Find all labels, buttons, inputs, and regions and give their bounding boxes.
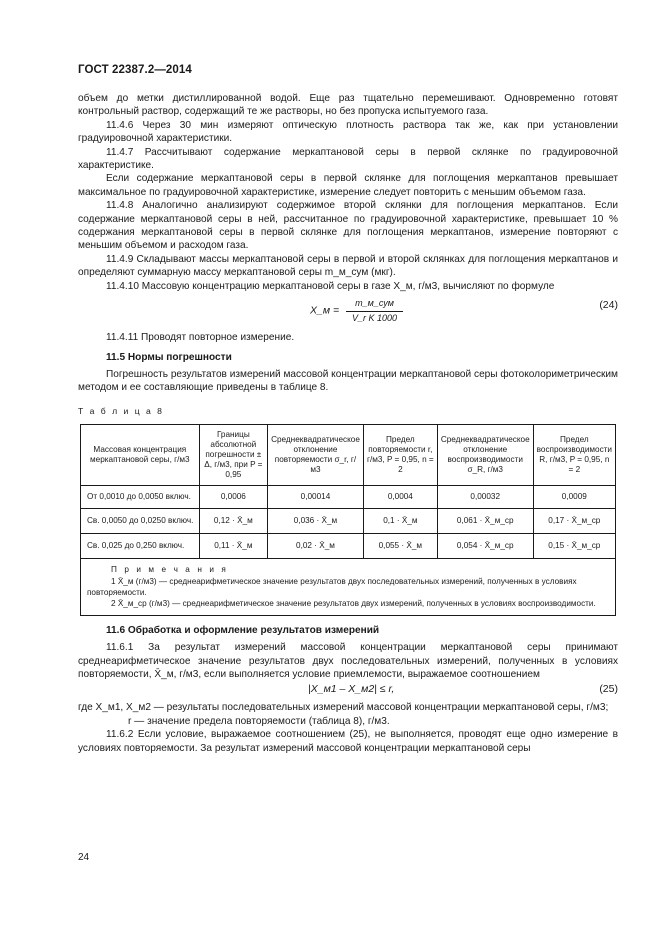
formula-expression: [310, 297, 403, 325]
table-header-cell: Границы абсолютной погрешности ± Δ, г/м3, при P = 0,95: [199, 425, 267, 486]
table-row: [81, 534, 616, 559]
paragraph: 11.4.7 Рассчитывают содержание меркаптановой серы в первой склянке по градуировочной характеристике.: [78, 146, 618, 172]
document-body: [78, 92, 618, 755]
table-notes: [81, 559, 616, 616]
table-cell: От 0,0010 до 0,0050 включ.: [81, 486, 200, 509]
table-header-cell: Предел повторяемости r, г/м3, P = 0,95, n = 2: [363, 425, 437, 486]
table-row: [81, 509, 616, 534]
paragraph: 11.4.6 Через 30 мин измеряют оптическую плотность раствора так же, как при установлении градуировочной характеристики.: [78, 119, 618, 145]
table-cell: 0,00032: [437, 486, 533, 509]
section-heading: 11.5 Нормы погрешности: [106, 351, 232, 363]
paragraph: объем до метки дистиллированной водой. Еще раз тщательно перемешивают. Одновременно готовят контрольный раствор, содержащий те же растворы, но без пропуска испытуемого газа.: [78, 93, 618, 118]
where-clause: r — значение предела повторяемости (таблица 8), г/м3.: [128, 715, 390, 727]
table-cell: 0,15 · X̄_м_ср: [533, 534, 615, 559]
paragraph: Погрешность результатов измерений массовой концентрации меркаптановой серы фотоколориметрическим методом и ее составляющие приведены в таблице 8.: [78, 368, 618, 394]
table-cell: 0,02 · X̄_м: [268, 534, 364, 559]
table-cell: Св. 0,0050 до 0,0250 включ.: [81, 509, 200, 534]
table-caption: Т а б л и ц а 8: [78, 405, 164, 416]
formula-number: (24): [599, 299, 618, 312]
paragraph: 11.6.1 За результат измерений массовой концентрации меркаптановой серы принимают среднеарифметическое значение результатов двух последовательных измерений, полученных в условиях повторяемости, X̄_м, г/м3, если выполняется условие приемлемости, выражаемое соотношением: [78, 642, 618, 680]
formula-fraction: [346, 297, 403, 325]
table-cell: 0,054 · X̄_м_ср: [437, 534, 533, 559]
table-header-cell: Среднеквадратическое отклонение повторяемости σ_r, г/м3: [268, 425, 364, 486]
table-cell: 0,12 · X̄_м: [199, 509, 267, 534]
notes-title: П р и м е ч а н и я: [111, 565, 229, 575]
table-notes-row: [81, 559, 616, 616]
table-cell: 0,0006: [199, 486, 267, 509]
table-cell: Св. 0,025 до 0,250 включ.: [81, 534, 200, 559]
table-cell: 0,1 · X̄_м: [363, 509, 437, 534]
formula-number: (25): [599, 683, 618, 696]
table-header-cell: Предел воспроизводимости R, г/м3, P = 0,95, n = 2: [533, 425, 615, 486]
table-cell: 0,055 · X̄_м: [363, 534, 437, 559]
note-2: 2 X̄_м_ср (г/м3) — среднеарифметическое значение результатов двух измерений, полученных в условиях воспроизводимости.: [111, 599, 596, 609]
formula-25: [78, 683, 618, 699]
formula-numerator: m_м_сум: [346, 297, 403, 311]
section-heading: 11.6 Обработка и оформление результатов измерений: [106, 624, 380, 636]
where-clause: где X_м1, X_м2 — результаты последовательных измерений массовой концентрации меркаптановой серы, г/м3;: [78, 702, 609, 714]
table-row: [81, 486, 616, 509]
formula-24: [78, 295, 618, 327]
table-8: [80, 424, 616, 616]
table-cell: 0,17 · X̄_м_ср: [533, 509, 615, 534]
table-cell: 0,00014: [268, 486, 364, 509]
document-header: ГОСТ 22387.2—2014: [78, 64, 192, 76]
paragraph: Если содержание меркаптановой серы в первой склянке для поглощения меркаптанов превышает максимальное по градуировочной характеристике, измерение следует повторить с меньшим объемом газа.: [78, 173, 618, 198]
table-cell: 0,036 · X̄_м: [268, 509, 364, 534]
table-header-cell: Массовая концентрация меркаптановой серы, г/м3: [81, 425, 200, 486]
formula-expression: |X_м1 – X_м2| ≤ r,: [308, 683, 395, 696]
table-cell: 0,0004: [363, 486, 437, 509]
table-cell: 0,0009: [533, 486, 615, 509]
page-number: 24: [78, 852, 90, 863]
table-cell: 0,11 · X̄_м: [199, 534, 267, 559]
table-cell: 0,061 · X̄_м_ср: [437, 509, 533, 534]
note-1: 1 X̄_м (г/м3) — среднеарифметическое значение результатов двух последовательных измерений, полученных в условиях повторяемости.: [87, 576, 577, 597]
table-header-cell: Среднеквадратическое отклонение воспроизводимости σ_R, г/м3: [437, 425, 533, 486]
formula-denominator: V_r K 1000: [352, 312, 398, 323]
paragraph: 11.6.2 Если условие, выражаемое соотношением (25), не выполняется, проводят еще одно измерение в условиях повторяемости. За результат измерений массовой концентрации меркаптановой серы: [78, 729, 618, 754]
paragraph: 11.4.10 Массовую концентрацию меркаптановой серы в газе X_м, г/м3, вычисляют по формуле: [106, 280, 555, 292]
formula-lhs: X_м =: [310, 304, 340, 317]
paragraph: 11.4.9 Складывают массы меркаптановой серы в первой и второй склянках для поглощения меркаптанов и определяют суммарную массу меркаптановой серы m_м_сум (мкг).: [78, 253, 618, 279]
paragraph: 11.4.11 Проводят повторное измерение.: [106, 332, 295, 344]
paragraph: 11.4.8 Аналогично анализируют содержимое второй склянки для поглощения меркаптанов. Если содержание меркаптановой серы в ней, рассчитанное по градуировочной характеристике, превышает 10 % содержания меркаптановой серы в первой склянке для поглощения меркаптанов, измерение повторяют с меньшим объемом и расходом газа.: [78, 200, 618, 252]
table-header-row: [81, 425, 616, 486]
